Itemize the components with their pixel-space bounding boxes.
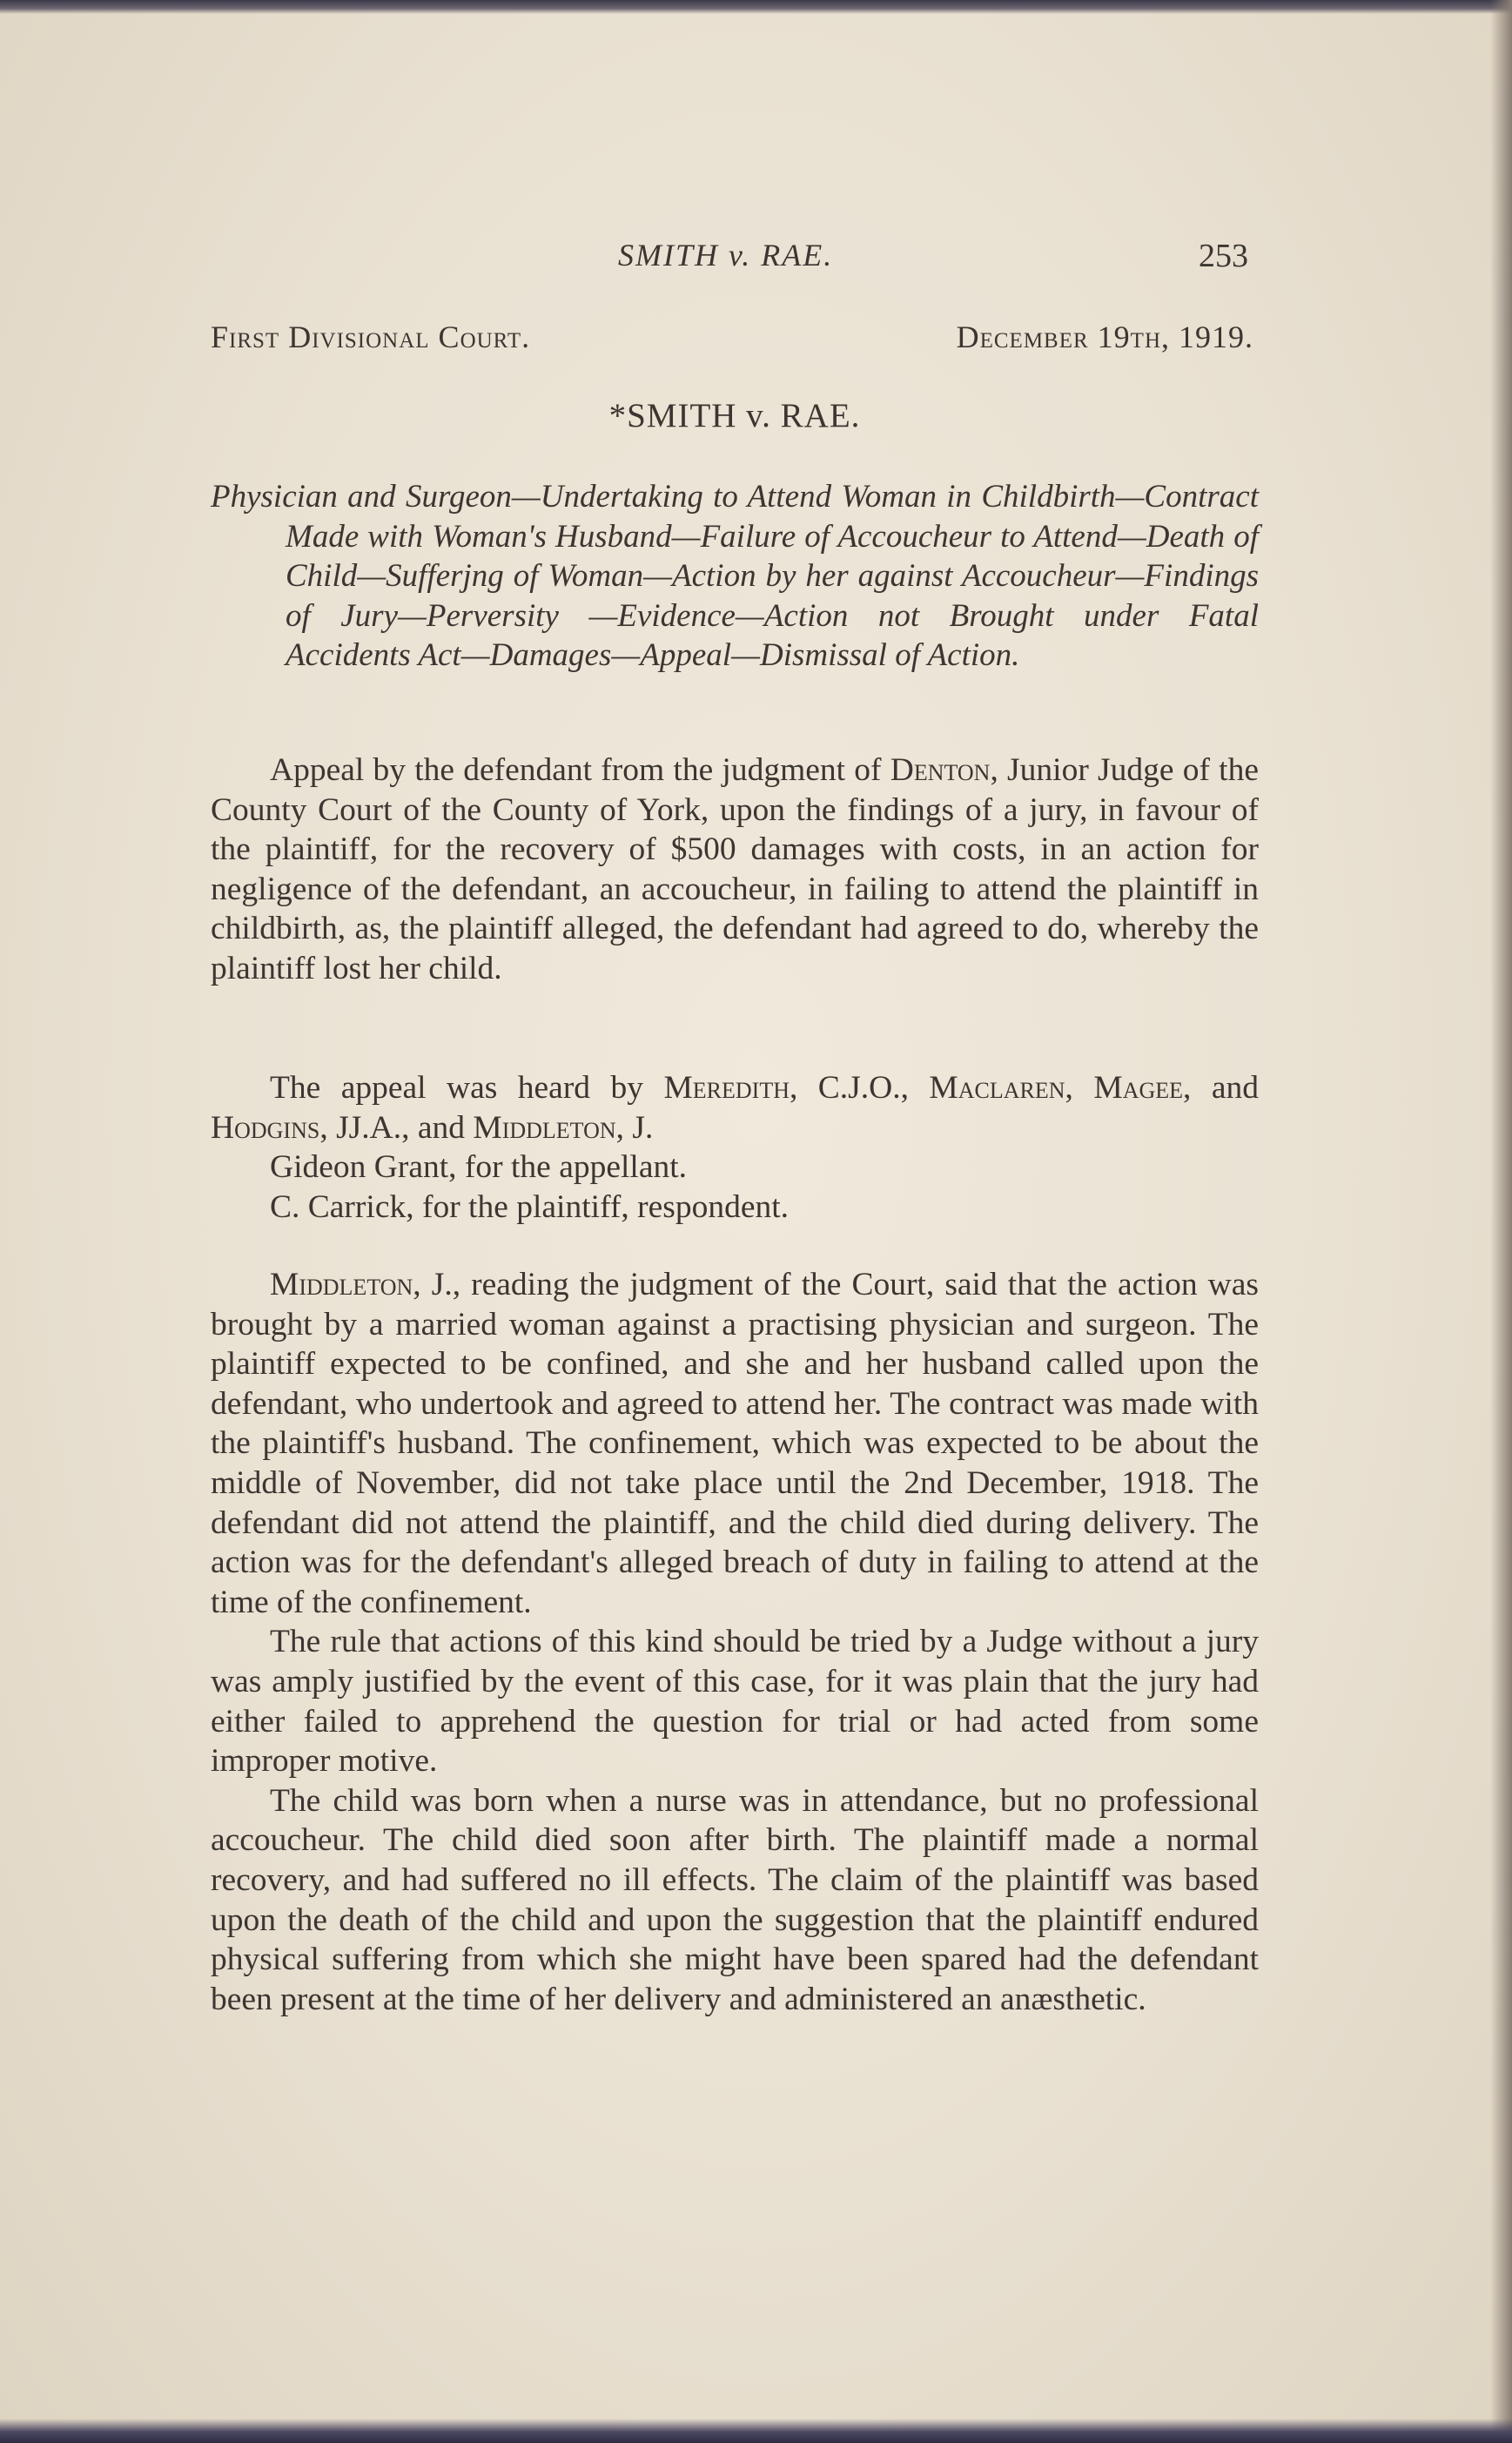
trial-judge-name: Denton (890, 752, 991, 788)
judgment-judge-name: Middleton (270, 1267, 413, 1302)
bench-intro: The appeal was heard by (270, 1070, 664, 1106)
headnote: Physician and Surgeon—Undertaking to Attend Woman in Childbirth—Contract Made with Woman's Husband—Failure of Accoucheur to Attend—Death of Child—Sufferjng of Woman—Action by her against Accoucheur—Findings of Jury—Perversity —Evidence—Action not Brought under Fatal Accidents Act—Damages—Appeal—Dismissal of Action. (211, 479, 1259, 673)
appeal-paragraph (211, 750, 1259, 989)
counsel-appellant: Gideon Grant, for the appellant. (270, 1149, 688, 1186)
court-line (211, 319, 1259, 357)
bench-sep: , JJ.A., and (319, 1109, 474, 1146)
judgment-paragraph-1 (211, 1265, 1259, 1622)
case-title: *SMITH v. RAE. (608, 397, 861, 434)
page-number: 253 (1199, 238, 1248, 274)
judge-hodgins: Hodgins (211, 1109, 320, 1146)
judgment-section (211, 1265, 1259, 2019)
running-head-title: SMITH v. RAE. (618, 238, 834, 273)
judgment-date: December 19th, 1919. (956, 320, 1253, 354)
bench-sep: , (1065, 1070, 1094, 1106)
page-bottom-edge (0, 2419, 1512, 2443)
page-top-edge (0, 0, 1512, 14)
judgment-paragraph-2: The rule that actions of this kind should be tried by a Judge without a jury was amply justified by the event of this case, for it was plain that the jury had either failed to apprehend the question for trial or had acted from some improper motive. (211, 1624, 1259, 1780)
judge-meredith: Meredith (663, 1070, 790, 1106)
bench-sep: , and (1183, 1070, 1259, 1106)
judge-middleton: Middleton (473, 1109, 616, 1146)
appeal-text-rest: , Junior Judge of the County Court of the County of York, upon the findings of a jury, in favour of the plaintiff, for the recovery of $500 damages with costs, in an action for negligence of the defendant, an accoucheur, in failing to attend the plaintiff in childbirth, as, the plaintiff alleged, the defendant had agreed to do, whereby the plaintiff lost her child. (211, 752, 1259, 986)
running-head (211, 237, 1259, 272)
court-name: First Divisional Court. (211, 320, 531, 354)
bench-sep: , C.J.O., (789, 1070, 930, 1106)
hearing-section (211, 1068, 1259, 1227)
bench-paragraph (211, 1068, 1259, 1147)
judgment-paragraph-3: The child was born when a nurse was in attendance, but no professional accoucheur. The child died soon after birth. The plaintiff made a normal recovery, and had suffered no ill effects. The claim of the plaintiff was based upon the death of the child and upon the suggestion that the plaintiff endured physical suffering from which she might have been spared had the defendant been present at the time of her delivery and administered an anæsthetic. (211, 1782, 1259, 2017)
appeal-text (211, 750, 1259, 989)
judge-magee: Magee (1093, 1070, 1184, 1106)
appeal-text-start: Appeal by the defendant from the judgment of (270, 752, 890, 788)
judgment-paragraph-1-text: , J., reading the judgment of the Court, said that the action was brought by a married woman against a practising physician and surgeon. The plaintiff expected to be confined, and she and her husband called upon the defendant, who undertook and agreed to attend her. The contract was made with the plaintiff's husband. The confinement, which was expected to be about the middle of November, did not take place until the 2nd December, 1918. The defendant did not attend the plaintiff, and the child died during delivery. The action was for the defendant's alleged breach of duty in failing to attend at the time of the confinement. (211, 1267, 1259, 1620)
bench-sep: , J. (615, 1109, 654, 1146)
page-right-shadow (1490, 0, 1512, 2443)
counsel-respondent: C. Carrick, for the plaintiff, respondent. (270, 1188, 790, 1225)
judge-maclaren: Maclaren (929, 1070, 1065, 1106)
